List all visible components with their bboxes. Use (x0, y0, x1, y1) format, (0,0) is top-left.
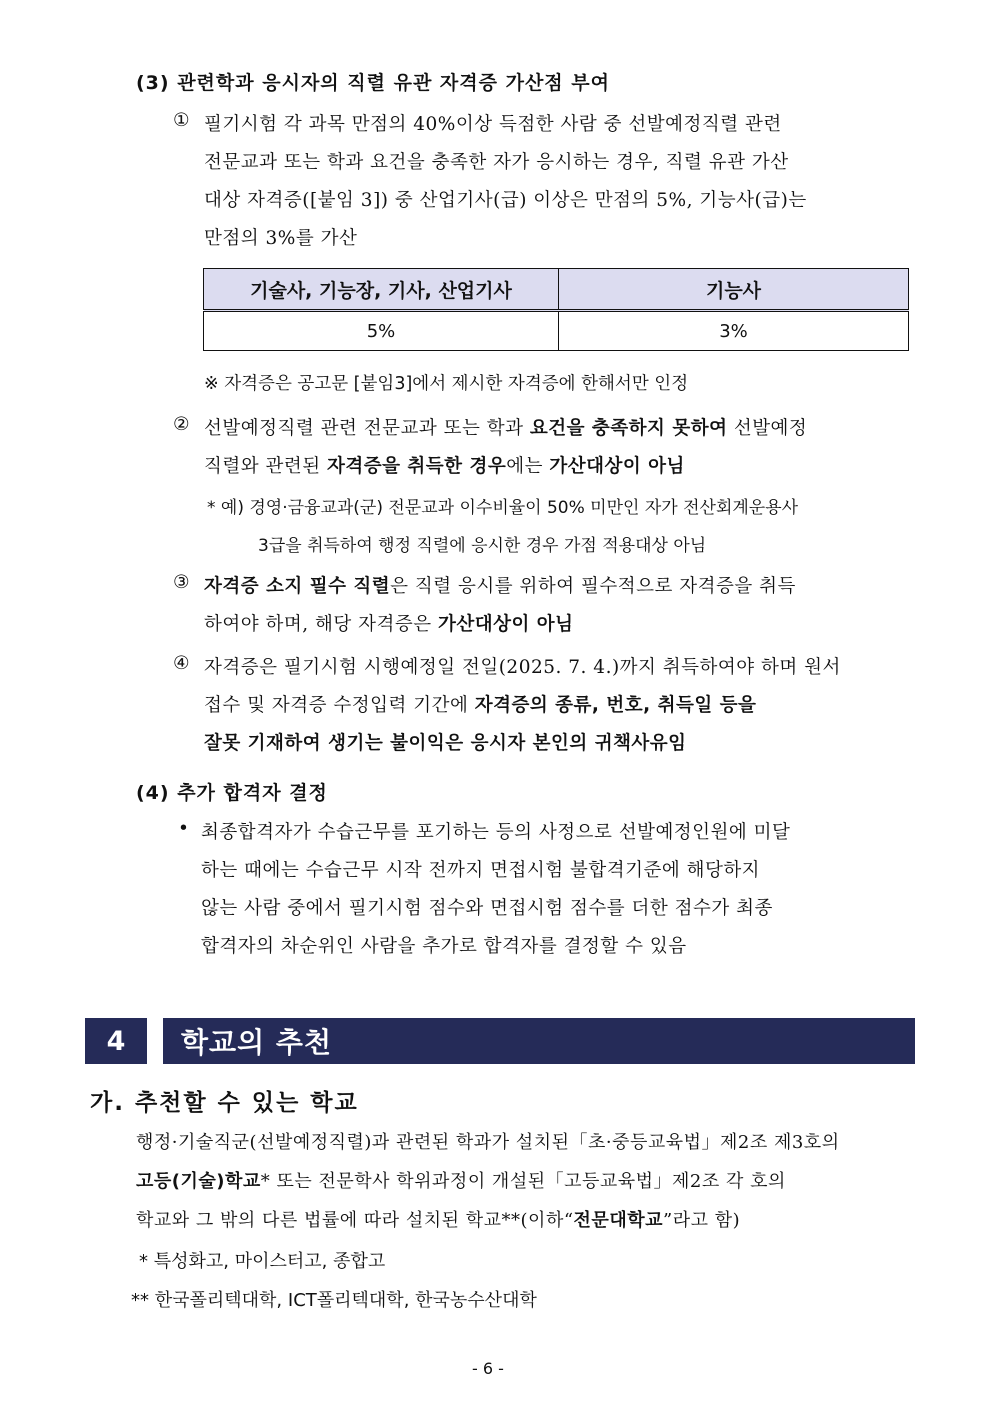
section-4-line: 않는 사람 중에서 필기시험 점수와 면접시험 점수를 더한 점수가 최종 (201, 898, 773, 919)
page-number: - 6 - (472, 1359, 504, 1378)
bullet-icon: • (178, 818, 190, 839)
table-cell: 5% (204, 311, 559, 351)
table-header: 기술사, 기능장, 기사, 산업기사 (204, 269, 559, 311)
item-3-line-2: 하여야 하며, 해당 자격증은 가산대상이 아님 (204, 614, 574, 635)
section-4-line: 하는 때에는 수습근무 시작 전까지 면접시험 불합격기준에 해당하지 (201, 860, 761, 881)
item-2-example: * 예) 경영·금융교과(군) 전문교과 이수비율이 50% 미만인 자가 전산회계운용사 (207, 498, 799, 518)
chapter-number: 4 (85, 1018, 147, 1064)
chapter-title: 학교의 추천 (163, 1018, 915, 1064)
footnote-2: ** 한국폴리텍대학, ICT폴리텍대학, 한국농수산대학 (131, 1290, 537, 1311)
subsection-line-3: 학교와 그 밖의 다른 법률에 따라 설치된 학교**(이하“전문대학교”라고 함) (136, 1210, 741, 1231)
section-4-line: 최종합격자가 수습근무를 포기하는 등의 사정으로 선발예정인원에 미달 (201, 822, 791, 843)
item-1-line: 전문교과 또는 학과 요건을 충족한 자가 응시하는 경우, 직렬 유관 가산 (204, 152, 789, 173)
item-1-line: 필기시험 각 과목 만점의 40%이상 득점한 사람 중 선발예정직렬 관련 (204, 114, 782, 135)
subsection-heading: 가. 추천할 수 있는 학교 (90, 1090, 359, 1116)
qualification-note: ※ 자격증은 공고문 [붙임3]에서 제시한 자격증에 한해서만 인정 (204, 374, 689, 394)
section-3-heading: (3) 관련학과 응시자의 직렬 유관 자격증 가산점 부여 (136, 72, 610, 94)
subsection-line-1: 행정·기술직군(선발예정직렬)과 관련된 학과가 설치된「초·중등교육법」제2조 제3호의 (136, 1132, 840, 1153)
item-1-marker: ① (173, 110, 191, 131)
item-4-line-3: 잘못 기재하여 생기는 불이익은 응시자 본인의 귀책사유임 (204, 733, 687, 754)
item-4-marker: ④ (173, 653, 191, 674)
item-1-line: 대상 자격증([붙임 3]) 중 산업기사(급) 이상은 만점의 5%, 기능사(급)는 (204, 190, 807, 211)
section-4-heading: (4) 추가 합격자 결정 (136, 782, 328, 804)
section-4-line: 합격자의 차순위인 사람을 추가로 합격자를 결정할 수 있음 (201, 936, 687, 957)
table-cell: 3% (559, 311, 909, 351)
item-2-line-2: 직렬와 관련된 자격증을 취득한 경우에는 가산대상이 아님 (204, 456, 685, 477)
item-4-line-1: 자격증은 필기시험 시행예정일 전일(2025. 7. 4.)까지 취득하여야 하며 원서 (204, 657, 841, 678)
item-2-marker: ② (173, 414, 191, 435)
table-header: 기능사 (559, 269, 909, 311)
subsection-line-2: 고등(기술)학교* 또는 전문학사 학위과정이 개설된「고등교육법」제2조 각 호의 (136, 1171, 786, 1192)
item-3-marker: ③ (173, 572, 191, 593)
footnote-1: * 특성화고, 마이스터고, 종합고 (139, 1251, 386, 1272)
item-3-line-1: 자격증 소지 필수 직렬은 직렬 응시를 위하여 필수적으로 자격증을 취득 (204, 576, 796, 597)
item-2-line-1: 선발예정직렬 관련 전문교과 또는 학과 요건을 충족하지 못하여 선발예정 (204, 418, 808, 439)
bonus-table (203, 268, 909, 351)
item-4-line-2: 접수 및 자격증 수정입력 기간에 자격증의 종류, 번호, 취득일 등을 (204, 695, 757, 716)
item-2-example: 3급을 취득하여 행정 직렬에 응시한 경우 가점 적용대상 아님 (258, 536, 707, 556)
item-1-line: 만점의 3%를 가산 (204, 228, 358, 249)
